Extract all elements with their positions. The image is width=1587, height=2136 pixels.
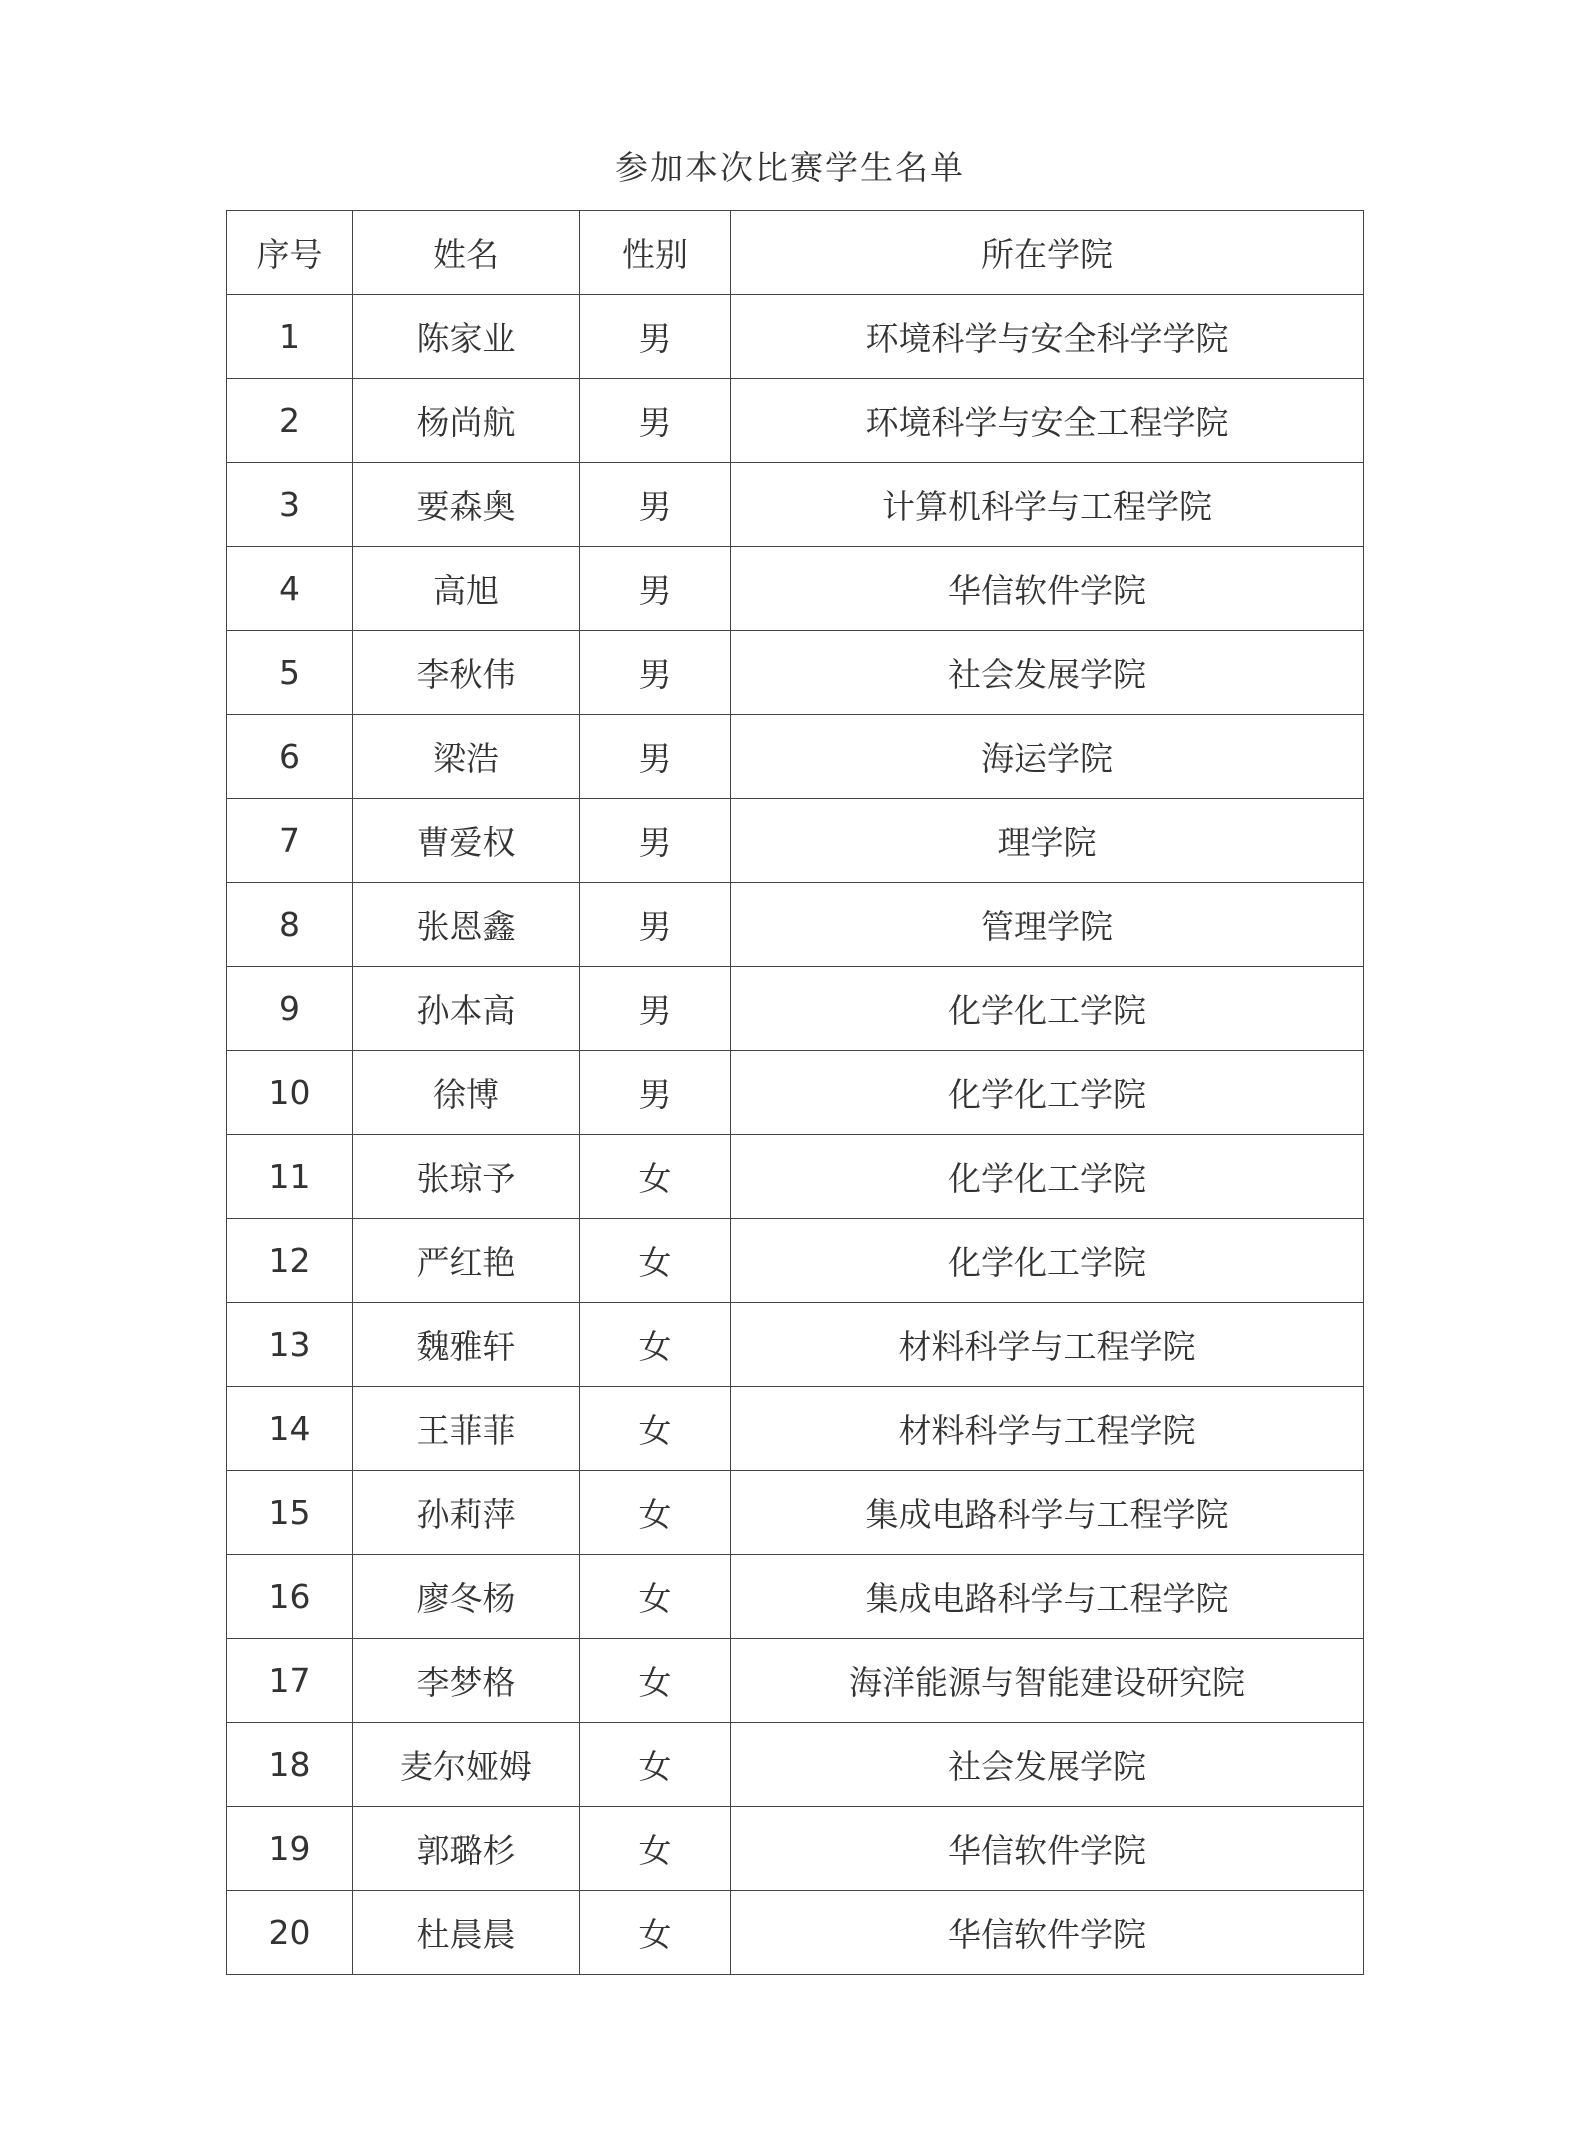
cell-college: 华信软件学院 <box>731 1891 1364 1975</box>
cell-gender: 男 <box>580 379 731 463</box>
cell-college: 环境科学与安全科学学院 <box>731 295 1364 379</box>
cell-college: 华信软件学院 <box>731 1807 1364 1891</box>
cell-name: 孙莉萍 <box>353 1471 580 1555</box>
cell-num: 1 <box>227 295 353 379</box>
cell-college: 化学化工学院 <box>731 1051 1364 1135</box>
header-num: 序号 <box>227 211 353 295</box>
cell-num: 20 <box>227 1891 353 1975</box>
cell-gender: 女 <box>580 1135 731 1219</box>
header-college: 所在学院 <box>731 211 1364 295</box>
cell-name: 李秋伟 <box>353 631 580 715</box>
cell-name: 郭璐杉 <box>353 1807 580 1891</box>
table-row <box>227 1807 1364 1891</box>
cell-num: 18 <box>227 1723 353 1807</box>
cell-name: 杜晨晨 <box>353 1891 580 1975</box>
cell-gender: 女 <box>580 1387 731 1471</box>
document-title: 参加本次比赛学生名单 <box>615 148 965 187</box>
cell-gender: 女 <box>580 1303 731 1387</box>
cell-num: 15 <box>227 1471 353 1555</box>
cell-num: 5 <box>227 631 353 715</box>
cell-name: 要森奥 <box>353 463 580 547</box>
table-row <box>227 1555 1364 1639</box>
cell-college: 海洋能源与智能建设研究院 <box>731 1639 1364 1723</box>
cell-name: 徐博 <box>353 1051 580 1135</box>
cell-name: 高旭 <box>353 547 580 631</box>
cell-num: 13 <box>227 1303 353 1387</box>
cell-college: 海运学院 <box>731 715 1364 799</box>
table-row <box>227 1723 1364 1807</box>
cell-name: 杨尚航 <box>353 379 580 463</box>
cell-name: 魏雅轩 <box>353 1303 580 1387</box>
cell-gender: 男 <box>580 295 731 379</box>
cell-gender: 女 <box>580 1807 731 1891</box>
table-row <box>227 295 1364 379</box>
table-row <box>227 1471 1364 1555</box>
cell-num: 2 <box>227 379 353 463</box>
table-row <box>227 379 1364 463</box>
student-roster-table <box>226 210 1364 1975</box>
cell-num: 11 <box>227 1135 353 1219</box>
cell-gender: 女 <box>580 1555 731 1639</box>
table-row <box>227 1219 1364 1303</box>
table-row <box>227 967 1364 1051</box>
cell-name: 孙本高 <box>353 967 580 1051</box>
cell-college: 化学化工学院 <box>731 967 1364 1051</box>
table-header-row <box>227 211 1364 295</box>
cell-college: 社会发展学院 <box>731 631 1364 715</box>
cell-college: 华信软件学院 <box>731 547 1364 631</box>
cell-name: 曹爱权 <box>353 799 580 883</box>
cell-name: 王菲菲 <box>353 1387 580 1471</box>
cell-num: 14 <box>227 1387 353 1471</box>
cell-gender: 男 <box>580 631 731 715</box>
cell-name: 张恩鑫 <box>353 883 580 967</box>
cell-college: 集成电路科学与工程学院 <box>731 1471 1364 1555</box>
cell-college: 管理学院 <box>731 883 1364 967</box>
table-row <box>227 463 1364 547</box>
cell-college: 材料科学与工程学院 <box>731 1303 1364 1387</box>
cell-college: 社会发展学院 <box>731 1723 1364 1807</box>
cell-gender: 男 <box>580 463 731 547</box>
table-row <box>227 1639 1364 1723</box>
cell-gender: 男 <box>580 1051 731 1135</box>
cell-name: 张琼予 <box>353 1135 580 1219</box>
table-row <box>227 715 1364 799</box>
table-row <box>227 1051 1364 1135</box>
cell-gender: 女 <box>580 1471 731 1555</box>
cell-num: 12 <box>227 1219 353 1303</box>
cell-name: 廖冬杨 <box>353 1555 580 1639</box>
cell-num: 8 <box>227 883 353 967</box>
cell-num: 16 <box>227 1555 353 1639</box>
cell-name: 陈家业 <box>353 295 580 379</box>
cell-college: 化学化工学院 <box>731 1135 1364 1219</box>
cell-num: 3 <box>227 463 353 547</box>
cell-gender: 女 <box>580 1639 731 1723</box>
table-row <box>227 1891 1364 1975</box>
cell-name: 麦尔娅姆 <box>353 1723 580 1807</box>
table-row <box>227 1135 1364 1219</box>
cell-num: 9 <box>227 967 353 1051</box>
cell-college: 环境科学与安全工程学院 <box>731 379 1364 463</box>
header-gender: 性别 <box>580 211 731 295</box>
cell-name: 李梦格 <box>353 1639 580 1723</box>
cell-gender: 男 <box>580 883 731 967</box>
cell-gender: 女 <box>580 1219 731 1303</box>
cell-gender: 女 <box>580 1723 731 1807</box>
cell-name: 梁浩 <box>353 715 580 799</box>
cell-college: 计算机科学与工程学院 <box>731 463 1364 547</box>
table-row <box>227 1303 1364 1387</box>
cell-num: 17 <box>227 1639 353 1723</box>
table-row <box>227 631 1364 715</box>
cell-college: 理学院 <box>731 799 1364 883</box>
cell-gender: 男 <box>580 547 731 631</box>
cell-num: 4 <box>227 547 353 631</box>
header-name: 姓名 <box>353 211 580 295</box>
cell-college: 集成电路科学与工程学院 <box>731 1555 1364 1639</box>
cell-college: 材料科学与工程学院 <box>731 1387 1364 1471</box>
cell-num: 10 <box>227 1051 353 1135</box>
cell-gender: 男 <box>580 967 731 1051</box>
cell-college: 化学化工学院 <box>731 1219 1364 1303</box>
cell-gender: 女 <box>580 1891 731 1975</box>
cell-num: 7 <box>227 799 353 883</box>
table-body <box>227 295 1364 1975</box>
cell-num: 19 <box>227 1807 353 1891</box>
cell-num: 6 <box>227 715 353 799</box>
cell-name: 严红艳 <box>353 1219 580 1303</box>
table-row <box>227 1387 1364 1471</box>
table-row <box>227 799 1364 883</box>
cell-gender: 男 <box>580 715 731 799</box>
table-row <box>227 547 1364 631</box>
table-row <box>227 883 1364 967</box>
cell-gender: 男 <box>580 799 731 883</box>
